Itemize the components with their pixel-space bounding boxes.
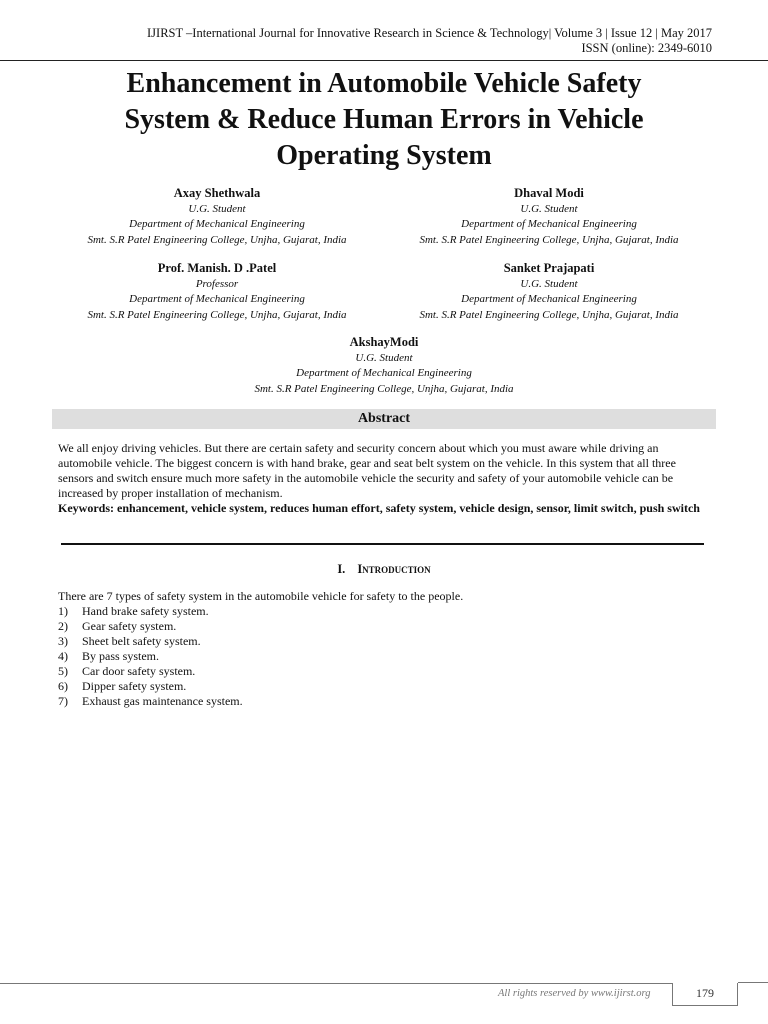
list-number: 1) (58, 604, 68, 618)
section-title: Introduction (357, 562, 431, 576)
list-item (58, 649, 712, 664)
journal-header-issn: ISSN (online): 2349-6010 (581, 40, 712, 55)
list-item (58, 679, 712, 694)
header-divider (0, 60, 768, 61)
list-text: Hand brake safety system. (82, 604, 209, 618)
list-number: 5) (58, 664, 68, 678)
abstract-text: We all enjoy driving vehicles. But there are certain safety and security concern about which you must aware while driving an automobile vehicle. The biggest concern is with hand brake, gear and seat belt system on the vehicle. In this system that all three sensors and switch ensure much more safety in the automobile vehicle the security and safety of your automobile vehicle can be increased by proper installation of mechanism. (58, 441, 676, 500)
list-item (58, 664, 712, 679)
list-number: 4) (58, 649, 68, 663)
paper-title (60, 66, 708, 174)
list-text: Gear safety system. (82, 619, 177, 633)
list-number: 6) (58, 679, 68, 693)
author-block (379, 186, 719, 248)
list-text: Dipper safety system. (82, 679, 187, 693)
author-block (47, 261, 387, 323)
author-institution: Smt. S.R Patel Engineering College, Unjha, Gujarat, India (254, 382, 514, 395)
author-block (379, 261, 719, 323)
author-institution: Smt. S.R Patel Engineering College, Unjha, Gujarat, India (419, 233, 679, 246)
safety-system-list (58, 604, 712, 709)
author-role: Professor (195, 277, 239, 290)
footer-rights (498, 988, 650, 999)
title-line-1: Enhancement in Automobile Vehicle Safety (126, 68, 642, 99)
author-department: Department of Mechanical Engineering (129, 293, 305, 305)
footer-url-link[interactable]: www.ijirst.org (590, 988, 651, 999)
title-line-3: Operating System (276, 140, 492, 171)
list-text: Car door safety system. (82, 664, 196, 678)
title-line-2: System & Reduce Human Errors in Vehicle (124, 104, 644, 135)
list-number: 2) (58, 619, 68, 633)
journal-header-line1: IJIRST –International Journal for Innovative Research in Science & Technology| Volume 3 | Issue 12 | May 2017 (147, 26, 712, 40)
author-name: Sanket Prajapati (503, 261, 595, 275)
author-role: U.G. Student (520, 277, 578, 290)
author-department: Department of Mechanical Engineering (296, 367, 472, 379)
keywords: Keywords: enhancement, vehicle system, reduces human effort, safety system, vehicle design, sensor, limit switch, push switch (58, 501, 700, 515)
author-institution: Smt. S.R Patel Engineering College, Unjha, Gujarat, India (87, 233, 347, 246)
author-name: Axay Shethwala (173, 186, 261, 200)
author-block (214, 335, 554, 397)
section-divider (61, 543, 704, 545)
list-text: Exhaust gas maintenance system. (82, 694, 243, 708)
author-block (47, 186, 387, 248)
author-department: Department of Mechanical Engineering (461, 218, 637, 230)
list-item (58, 604, 712, 619)
section-heading (0, 562, 768, 577)
footer-divider (0, 983, 672, 984)
author-role: U.G. Student (355, 351, 413, 364)
list-number: 3) (58, 634, 68, 648)
list-item (58, 619, 712, 634)
abstract-heading: Abstract (52, 409, 716, 429)
author-name: Dhaval Modi (514, 186, 584, 200)
author-department: Department of Mechanical Engineering (129, 218, 305, 230)
journal-header (147, 26, 712, 55)
footer-rights-text: All rights reserved by (498, 988, 591, 999)
author-name: AkshayModi (349, 335, 419, 349)
author-institution: Smt. S.R Patel Engineering College, Unjha, Gujarat, India (87, 308, 347, 321)
author-role: U.G. Student (520, 202, 578, 215)
author-department: Department of Mechanical Engineering (461, 293, 637, 305)
author-name: Prof. Manish. D .Patel (157, 261, 277, 275)
list-item (58, 694, 712, 709)
page-number: 179 (672, 983, 738, 1006)
list-text: Sheet belt safety system. (82, 634, 201, 648)
section-number: I. (337, 562, 346, 576)
author-institution: Smt. S.R Patel Engineering College, Unjha, Gujarat, India (419, 308, 679, 321)
intro-paragraph: There are 7 types of safety system in the automobile vehicle for safety to the people. (58, 589, 464, 603)
list-number: 7) (58, 694, 68, 708)
list-item (58, 634, 712, 649)
list-text: By pass system. (82, 649, 160, 663)
author-role: U.G. Student (188, 202, 246, 215)
